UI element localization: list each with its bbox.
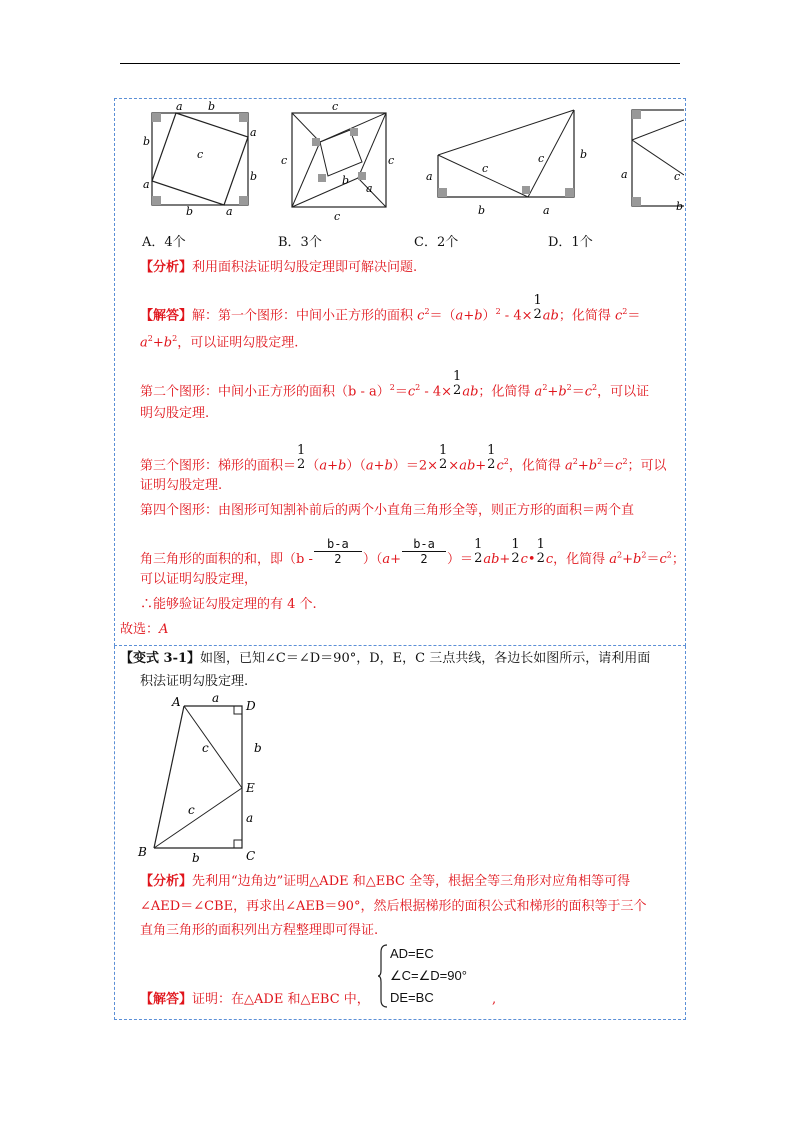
option-b: B．3个	[278, 235, 322, 250]
svg-text:c: c	[482, 162, 489, 175]
svg-text:a: a	[621, 168, 628, 181]
svg-text:c: c	[332, 100, 339, 113]
svg-text:c: c	[188, 803, 195, 817]
label-C: C	[246, 849, 256, 863]
solution-1-para-4c: 可以证明勾股定理，	[140, 572, 258, 587]
solution-1-para-3: 第三个图形：梯形的面积＝ 1 2 （a+b）（a+b）＝2× 1 2 ×ab+ 1 2 $c^2$，化简得 $a^2+b^2=c^2$；可以	[140, 443, 667, 474]
svg-text:b: b	[580, 148, 588, 161]
conclusion: ∴能够验证勾股定理的有 4 个.	[140, 597, 317, 612]
analysis-2-line-1: 【分析】先利用“边角边”证明△ADE 和△EBC 全等，根据全等三角形对应角相等可得	[140, 874, 631, 889]
svg-text:b: b	[250, 170, 258, 183]
svg-text:b: b	[478, 204, 486, 217]
svg-text:a: a	[426, 170, 433, 183]
label-A: A	[172, 695, 181, 709]
option-d: D．1个	[548, 235, 593, 250]
analysis-1: 【分析】利用面积法证明勾股定理即可解决问题.	[140, 260, 418, 275]
svg-text:c: c	[202, 741, 209, 755]
solution-1-line-1: 【解答】解：第一个图形：中间小正方形的面积 $c^2=(a+b)^2 - 4\times$ 1 2 ab；化简得 $c^2=$	[140, 293, 641, 324]
svg-text:a: a	[246, 811, 254, 825]
figure-1-square	[140, 100, 264, 220]
system-eq-2: ∠C=∠D=90°	[390, 968, 467, 983]
header-rule	[120, 63, 680, 64]
svg-text:c: c	[197, 148, 204, 161]
svg-text:a: a	[212, 692, 220, 705]
label-E: E	[246, 781, 255, 795]
solution-1-para-4: 第四个图形：由图形可知割补前后的两个小直角三角形全等，则正方形的面积＝两个直	[140, 503, 635, 518]
svg-text:b: b	[143, 135, 151, 148]
analysis-2-line-2: ∠AED＝∠CBE，再求出∠AEB＝90°，然后根据梯形的面积公式和梯形的面积等于三个	[140, 899, 647, 914]
variant-question-line-1: 【变式 3-1】如图，已知∠C＝∠D＝90°，D，E，C 三点共线，各边长如图所示，请利用面	[120, 651, 651, 666]
svg-text:c: c	[674, 170, 681, 183]
final-answer: 故选：A	[120, 622, 169, 637]
svg-text:b: b	[676, 200, 684, 213]
svg-text:b: b	[186, 205, 194, 218]
system-eq-1: AD=EC	[390, 946, 434, 961]
svg-text:c: c	[538, 152, 545, 165]
solution-1-para-2b: 明勾股定理.	[140, 406, 210, 421]
svg-text:a: a	[543, 204, 550, 217]
svg-text:a: a	[176, 100, 183, 113]
label-B: B	[138, 845, 147, 859]
option-c: C．2个	[414, 235, 459, 250]
svg-text:a: a	[143, 178, 150, 191]
svg-text:c: c	[334, 210, 341, 223]
figure-4-square	[618, 100, 684, 214]
svg-text:a: a	[366, 182, 373, 195]
svg-text:c: c	[281, 154, 288, 167]
svg-text:b: b	[192, 851, 200, 864]
solution-1-para-4b: 角三角形的面积的和，即（b - $\frac{b-a}{2}$ ）（a+ $\frac{b-a}{2}$ ）＝ 1 2 ab+ 1 2 c• 1 2 c，化简得 $a^2+b^2=c^2$；	[140, 536, 685, 567]
svg-text:a: a	[250, 126, 257, 139]
variant-question-line-2: 积法证明勾股定理.	[140, 674, 249, 689]
solution-1-line-2: $a^2+b^2$，可以证明勾股定理.	[140, 334, 299, 351]
svg-text:b: b	[342, 174, 350, 187]
system-trailing-comma: ,	[492, 992, 497, 1007]
solution-1-para-2: 第二个图形：中间小正方形的面积$(b - a)^2=c^2 - 4\times$ 1 2 ab；化简得 $a^2+b^2=c^2$，可以证	[140, 369, 650, 400]
svg-text:c: c	[388, 154, 395, 167]
label-D: D	[246, 699, 256, 713]
figure-3-trapezoid	[424, 100, 594, 222]
brace-icon	[378, 944, 388, 1008]
svg-text:b: b	[208, 100, 216, 113]
solution-2: 【解答】证明：在△ADE 和△EBC 中，	[140, 992, 370, 1007]
system-eq-3: DE=BC	[390, 990, 434, 1005]
solution-1-para-3b: 证明勾股定理.	[140, 478, 223, 493]
svg-text:b: b	[254, 741, 262, 755]
svg-text:a: a	[226, 205, 233, 218]
figure-2-square	[278, 100, 400, 224]
analysis-2-line-3: 直角三角形的面积列出方程整理即可得证.	[140, 923, 379, 938]
option-a: A．4个	[142, 235, 186, 250]
variant-figure	[134, 692, 264, 864]
